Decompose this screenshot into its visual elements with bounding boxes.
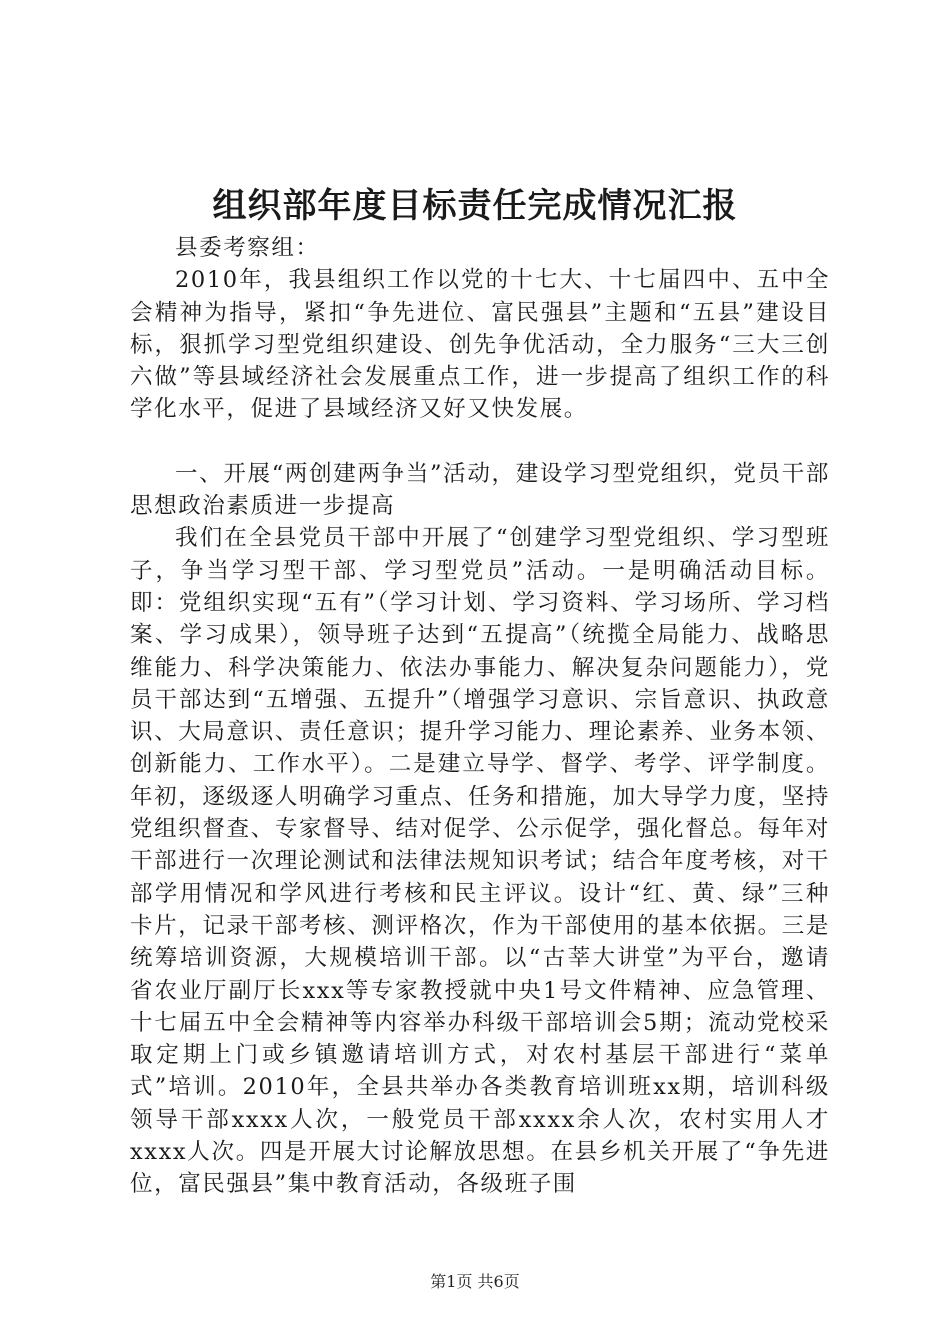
body-paragraph: 我们在全县党员干部中开展了“创建学习型党组织、学习型班子，争当学习型干部、学习型党员”活动。一是明确活动目标。即：党组织实现“五有”（学习计划、学习资料、学习场所、学习档案、学习成果），领导班子达到“五提高”（统揽全局能力、战略思维能力、科学决策能力、依法办事能力、解决复杂问题能力），党员干部达到“五增强、五提升”（增强学习意识、宗旨意识、执政意识、大局意识、责任意识；提升学习能力、理论素养、业务本领、创新能力、工作水平）。二是建立导学、督学、考学、评学制度。年初，逐级逐人明确学习重点、任务和措施，加大导学力度，坚持党组织督查、专家督导、结对促学、公示促学，强化督总。每年对干部进行一次理论测试和法律法规知识考试；结合年度考核，对干部学用情况和学风进行考核和民主评议。设计“红、黄、绿”三种卡片，记录干部考核、测评格次，作为干部使用的基本依据。三是统筹培训资源，大规模培训干部。以“古莘大讲堂”为平台，邀请省农业厅副厅长xxx等专家教授就中央1号文件精神、应急管理、十七届五中全会精神等内容举办科级干部培训会5期；流动党校采取定期上门或乡镇邀请培训方式，对农村基层干部进行“菜单式”培训。2010年，全县共举办各类教育培训班xx期，培训科级领导干部xxxx人次，一般党员干部xxxx余人次，农村实用人才xxxx人次。四是开展大讨论解放思想。在县乡机关开展了“争先进位，富民强县”集中教育活动，各级班子围 [130,525,830,1198]
paragraph-gap [130,426,830,458]
section-heading: 一、开展“两创建两争当”活动，建设学习型党组织，党员干部思想政治素质进一步提高 [130,460,830,520]
intro-paragraph: 2010年，我县组织工作以党的十七大、十七届四中、五中全会精神为指导，紧扣“争先进位、富民强县”主题和“五县”建设目标，狠抓学习型党组织建设、创先争优活动，全力服务“三大三创六做”等县域经济社会发展重点工作，进一步提高了组织工作的科学化水平，促进了县域经济又好又快发展。 [130,267,830,423]
page-footer: 第1页 共6页 [430,1272,520,1291]
document-body [130,232,830,1201]
salutation: 县委考察组： [175,235,320,261]
document-title: 组织部年度目标责任完成情况汇报 [212,186,738,226]
